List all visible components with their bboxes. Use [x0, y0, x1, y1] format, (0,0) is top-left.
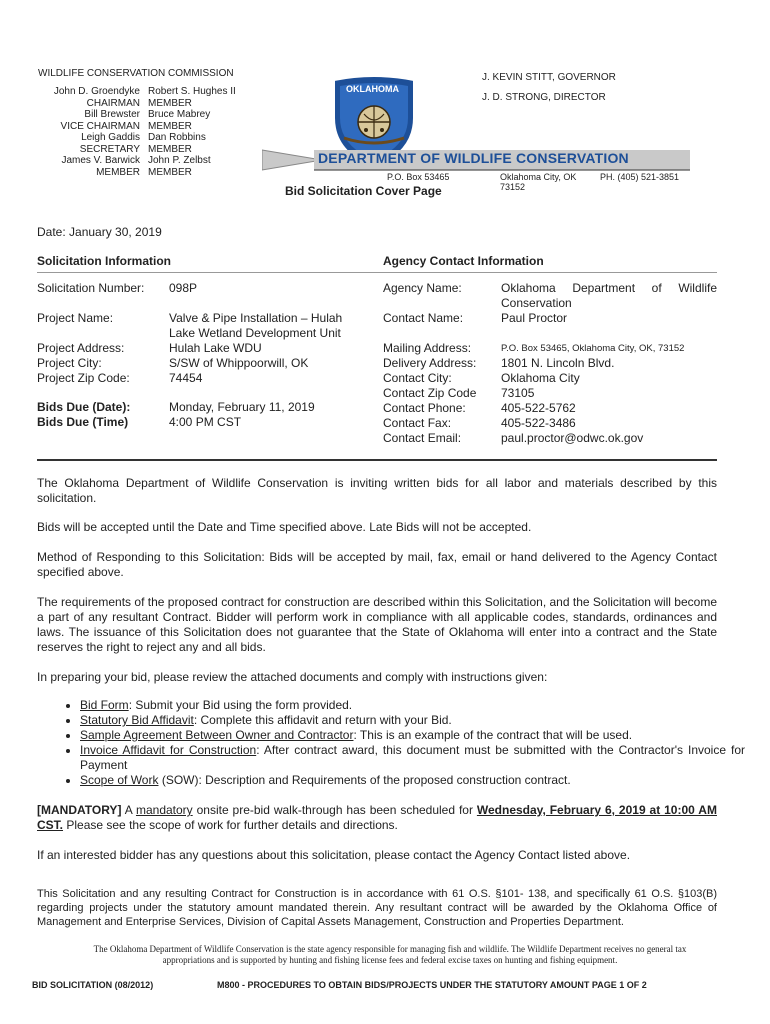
deadline-paragraph: Bids will be accepted until the Date and Time specified above. Late Bids will not be accepted.: [37, 520, 532, 534]
statute-paragraph: This Solicitation and any resulting Contract for Construction is in accordance with 61 O.S. §101- 138, and specifically 61 O.S. §103(B) regarding projects under the statutory amount mandated therein. Any resultant contract will be awarded by the Oklahoma Office of Management and Enterprise Services, Division of Capital Assets Management, Construction and Properties Department.: [37, 888, 717, 928]
section-divider-heavy: [37, 459, 717, 461]
list-item-text: : After contract award, this document must be submitted with the Contractor's Invoice for Payment: [80, 743, 746, 772]
bids-due-time-label: Bids Due (Time): [37, 415, 129, 429]
commission-title: WILDLIFE CONSERVATION COMMISSION: [38, 68, 234, 79]
phone-number: PH. (405) 521-3851: [600, 172, 680, 182]
contact-name-label: Contact Name:: [383, 311, 464, 325]
document-link[interactable]: Sample Agreement Between Owner and Contractor: [80, 728, 354, 742]
mandatory-word: mandatory: [135, 803, 193, 817]
agency-name-value: [501, 281, 717, 311]
project-name-line: Valve & Pipe Installation – Hulah: [169, 311, 343, 325]
contact-city-value: Oklahoma City: [501, 371, 580, 385]
section-divider: [37, 272, 717, 273]
project-zip-label: Project Zip Code:: [37, 371, 130, 385]
member-name: James V. Barwick: [61, 155, 140, 166]
solicitation-info-heading: Solicitation Information: [37, 254, 171, 268]
member-role: CHAIRMAN: [86, 97, 140, 109]
mandatory-text: onsite pre-bid walk-through has been scheduled for: [196, 803, 473, 817]
list-item-text: : Submit your Bid using the form provided.: [128, 698, 353, 712]
project-name-line: Lake Wetland Development Unit: [169, 326, 341, 340]
solicitation-date: Date: January 30, 2019: [37, 225, 162, 239]
response-method-paragraph: Method of Responding to this Solicitation: Bids will be accepted by mail, fax, email or hand delivered to the Agency Contact specified above.: [37, 550, 717, 579]
intro-paragraph: The Oklahoma Department of Wildlife Conservation is inviting written bids for all labor and materials described by this solicitation.: [37, 476, 717, 505]
delivery-address-value: 1801 N. Lincoln Blvd.: [501, 356, 615, 370]
bids-due-time-value: 4:00 PM CST: [169, 415, 242, 429]
member-role: MEMBER: [148, 166, 192, 178]
footer-note: The Oklahoma Department of Wildlife Conservation is the state agency responsible for managing fish and wildlife. The Wildlife Department receives no general tax appropriations and is supported by hunting and fishing license fees and federal excise taxes on hunting and fishing equipment.: [93, 944, 687, 965]
contact-phone-value: 405-522-5762: [501, 401, 576, 415]
mandatory-text: Please see the scope of work for further details and directions.: [66, 818, 398, 832]
po-box: P.O. Box 53465: [387, 172, 450, 182]
commission-members: [38, 86, 236, 178]
department-name: DEPARTMENT OF WILDLIFE CONSERVATION: [318, 150, 629, 166]
member-name: Leigh Gaddis: [81, 132, 140, 143]
agency-name-line: Oklahoma Department of Wildlife: [501, 281, 717, 295]
contact-fax-label: Contact Fax:: [383, 416, 452, 430]
contact-zip-value: 73105: [501, 386, 535, 400]
solicitation-number-value: 098P: [169, 281, 198, 295]
form-id: BID SOLICITATION (08/2012): [32, 980, 154, 990]
project-city-label: Project City:: [37, 356, 102, 370]
logo-text: OKLAHOMA: [346, 84, 399, 94]
list-item: [80, 728, 745, 743]
questions-paragraph: If an interested bidder has any questions about this solicitation, please contact the Agency Contact listed above.: [37, 848, 631, 862]
contact-phone-label: Contact Phone:: [383, 401, 466, 415]
project-address-value: Hulah Lake WDU: [169, 341, 262, 355]
walkthrough-date: Wednesday, February 6, 2019 at 10:00 AM CST.: [37, 803, 717, 832]
mandatory-tag: [MANDATORY]: [37, 803, 122, 817]
delivery-address-label: Delivery Address:: [383, 356, 477, 370]
member-name: Bruce Mabrey: [148, 109, 211, 120]
member-name: John D. Groendyke: [53, 86, 140, 97]
member-role: MEMBER: [148, 120, 192, 132]
bids-due-date-value: Monday, February 11, 2019: [169, 400, 315, 414]
member-name: Robert S. Hughes II: [148, 86, 236, 97]
city-address: Oklahoma City, OK 73152: [500, 172, 577, 192]
contact-city-label: Contact City:: [383, 371, 452, 385]
project-zip-value: 74454: [169, 371, 203, 385]
mandatory-text: A: [124, 803, 133, 817]
mailing-address-label: Mailing Address:: [383, 341, 472, 355]
member-name: Bill Brewster: [84, 109, 140, 120]
list-item-text: : Complete this affidavit and return with your Bid.: [193, 713, 452, 727]
solicitation-number-label: Solicitation Number:: [37, 281, 145, 295]
contact-email-label: Contact Email:: [383, 431, 462, 445]
member-name: Dan Robbins: [148, 132, 206, 143]
member-role: SECRETARY: [79, 143, 140, 155]
project-name-label: Project Name:: [37, 311, 114, 325]
requirements-paragraph: The requirements of the proposed contract for construction are described within this Solicitation, and the Solicitation will become a part of any resultant Contract. Bidder will perform work in compliance with all applicable codes, standards, ordinances and laws. The issuance of this Solicitation does not guarantee that the State of Oklahoma will enter into a contract and the State reserves the right to reject any and all bids.: [37, 595, 717, 654]
document-link[interactable]: Scope of Work: [80, 773, 159, 787]
page-title: Bid Solicitation Cover Page: [285, 184, 442, 198]
contact-fax-value: 405-522-3486: [501, 416, 576, 430]
mailing-address-value: P.O. Box 53465, Oklahoma City, OK, 73152: [501, 343, 685, 354]
mandatory-walkthrough-paragraph: [37, 803, 717, 833]
state-officials: [482, 68, 616, 108]
bids-due-date-label: Bids Due (Date):: [37, 400, 131, 414]
document-link[interactable]: Statutory Bid Affidavit: [80, 713, 194, 727]
member-role: MEMBER: [148, 143, 192, 155]
list-item-text: : This is an example of the contract that will be used.: [353, 728, 633, 742]
list-item-text: (SOW): Description and Requirements of the proposed construction contract.: [158, 773, 571, 787]
governor-name: J. KEVIN STITT, GOVERNOR: [482, 72, 616, 83]
director-name: J. D. STRONG, DIRECTOR: [482, 92, 606, 103]
member-role: VICE CHAIRMAN: [60, 120, 140, 132]
member-role: MEMBER: [148, 97, 192, 109]
form-title-page: M800 - PROCEDURES TO OBTAIN BIDS/PROJECTS UNDER THE STATUTORY AMOUNT PAGE 1 OF 2: [217, 980, 647, 990]
member-role: MEMBER: [96, 166, 140, 178]
member-name: John P. Zelbst: [148, 155, 211, 166]
list-item: [80, 698, 745, 713]
agency-name-label: Agency Name:: [383, 281, 462, 295]
project-address-label: Project Address:: [37, 341, 125, 355]
contact-zip-label: Contact Zip Code: [383, 386, 477, 400]
instructions-paragraph: In preparing your bid, please review the attached documents and comply with instructions given:: [37, 670, 548, 684]
project-name-value: [169, 311, 342, 341]
document-link[interactable]: Bid Form: [80, 698, 129, 712]
document-link[interactable]: Invoice Affidavit for Construction: [80, 743, 257, 757]
document-list: [52, 698, 745, 788]
contact-email-value: paul.proctor@odwc.ok.gov: [501, 431, 644, 445]
list-item: [80, 713, 745, 728]
members-right-column: [148, 86, 236, 178]
list-item: [80, 743, 745, 773]
agency-contact-heading: Agency Contact Information: [383, 254, 544, 268]
agency-name-line: Conservation: [501, 296, 572, 310]
project-city-value: S/SW of Whippoorwill, OK: [169, 356, 309, 370]
contact-name-value: Paul Proctor: [501, 311, 568, 325]
list-item: [80, 773, 745, 788]
members-left-column: [38, 86, 140, 178]
